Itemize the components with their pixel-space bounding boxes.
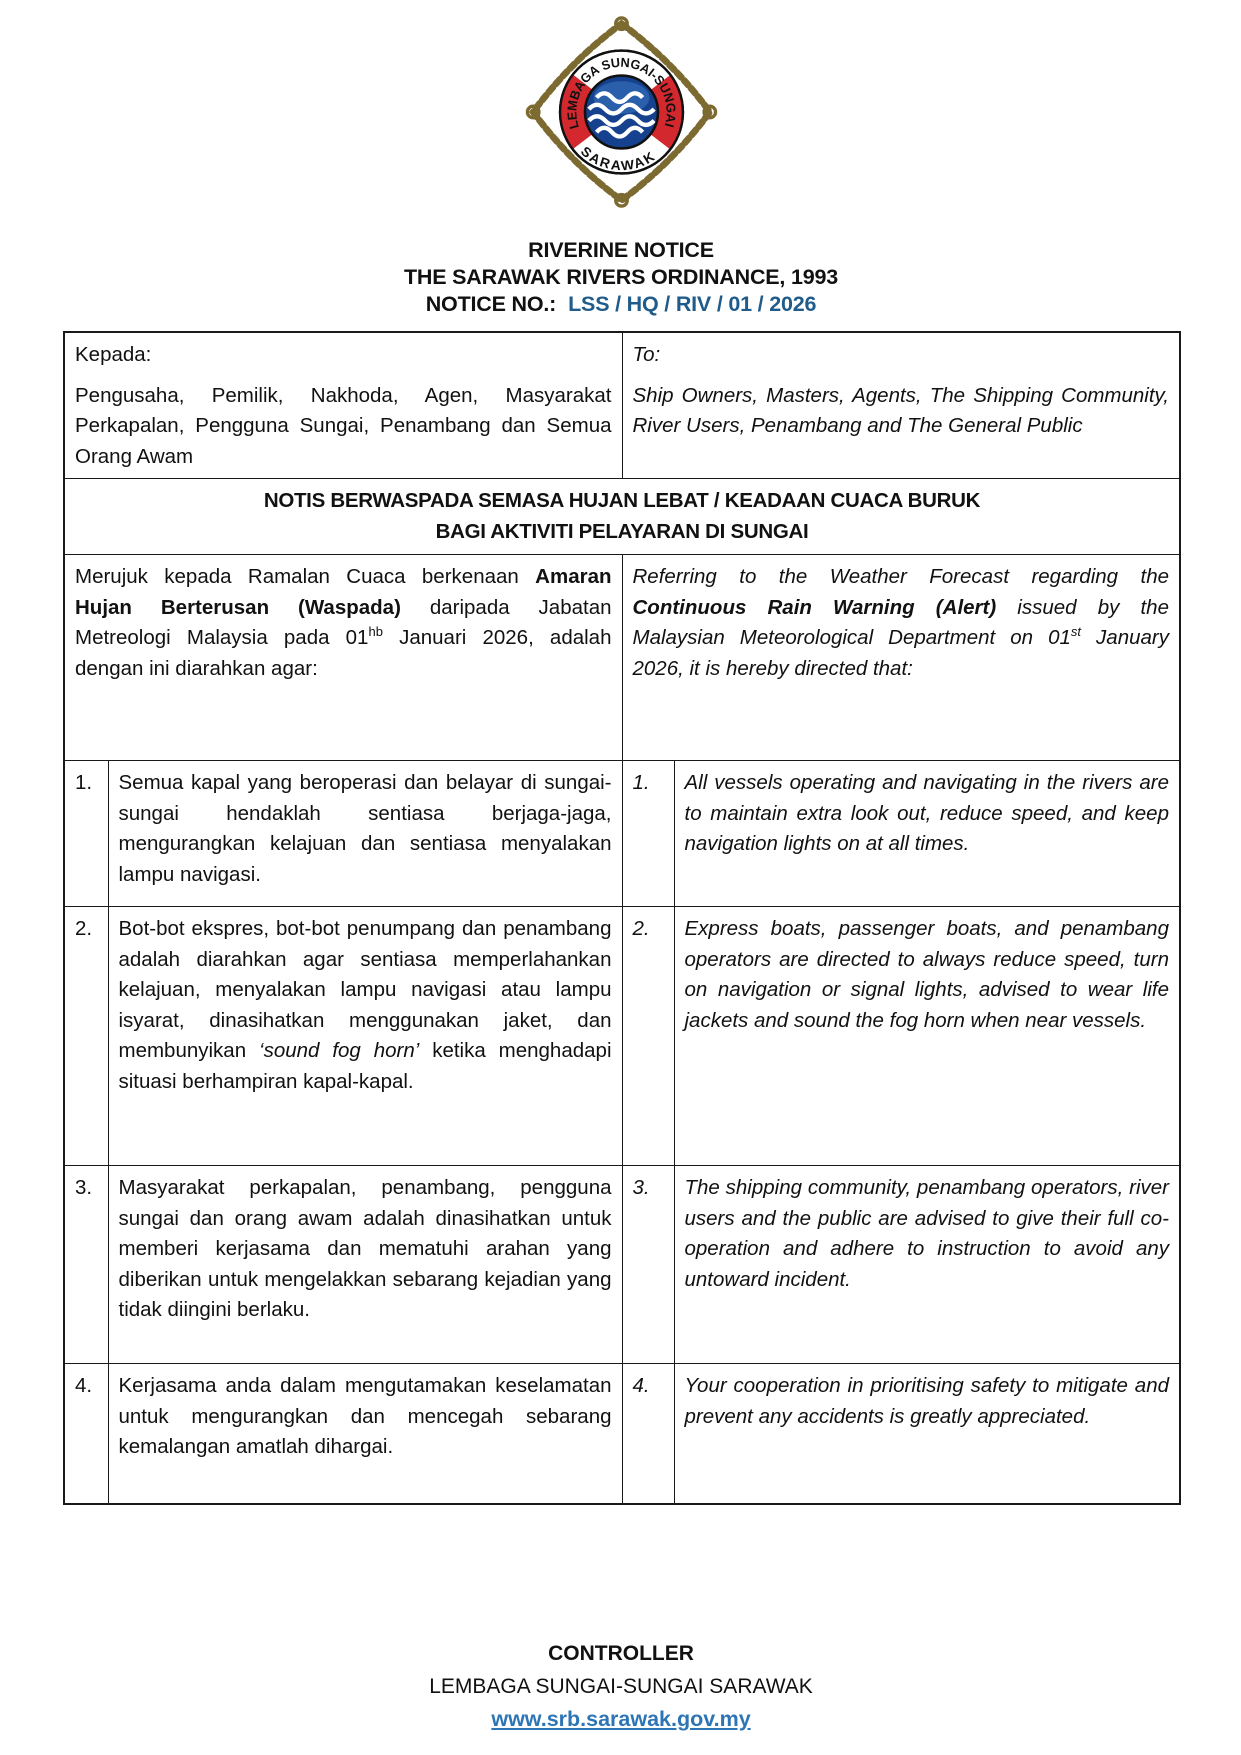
item-row-3 — [64, 1166, 1180, 1364]
intro-malay-cell — [64, 555, 622, 761]
to-label: To: — [632, 343, 661, 366]
item-4-number-en: 4. — [622, 1364, 674, 1505]
item-2-text-en: Express boats, passenger boats, and penambang operators are directed to always reduce speed, turn on navigation or signal lights, advised to wear life jackets and sound the fog horn when near vessels. — [674, 907, 1180, 1166]
item-3-text-en: The shipping community, penambang operators, river users and the public are advised to give their full co-operation and adhere to instruction to avoid any untoward incident. — [674, 1166, 1180, 1364]
intro-ms-superscript: hb — [368, 624, 383, 640]
item-2-number-ms: 2. — [64, 907, 108, 1166]
item-1-number-ms: 1. — [64, 761, 108, 907]
signatory-organisation: LEMBAGA SUNGAI-SUNGAI SARAWAK — [429, 1675, 813, 1698]
intro-ms-pre: Merujuk kepada Ramalan Cuaca berkenaan — [75, 565, 536, 588]
intro-ms-bold: Amaran Hujan Berterusan (Waspada) — [75, 565, 612, 619]
title-line-1: RIVERINE NOTICE — [528, 238, 714, 262]
item-3-number-en: 3. — [622, 1166, 674, 1364]
intro-row — [64, 555, 1180, 761]
intro-en-post: January 2026, it is hereby directed that: — [632, 626, 1169, 680]
to-body: Ship Owners, Masters, Agents, The Shipping Community, River Users, Penambang and The General Public — [632, 383, 1169, 437]
intro-english-cell — [622, 555, 1180, 761]
intro-en-pre: Referring to the Weather Forecast regarding the — [632, 565, 1169, 588]
item-4-text-ms: Kerjasama anda dalam mengutamakan keselamatan untuk mengurangkan dan mencegah sebarang kemalangan amatlah dihargai. — [108, 1364, 622, 1505]
notice-heading-cell — [64, 479, 1180, 555]
item-3-text-ms: Masyarakat perkapalan, penambang, pengguna sungai dan orang awam adalah dinasihatkan untuk memberi kerjasama dan mematuhi arahan yang diberikan untuk mengelakkan sebarang kejadian yang tidak diingini berlaku. — [108, 1166, 622, 1364]
notice-number-line — [63, 291, 1179, 318]
recipients-english-cell — [622, 332, 1180, 479]
heading-line-2: BAGI AKTIVITI PELAYARAN DI SUNGAI — [435, 519, 809, 543]
kepada-label: Kepada: — [75, 343, 152, 366]
item-row-4 — [64, 1364, 1180, 1505]
item-2-ms-post: ketika menghadapi situasi berhampiran kapal-kapal. — [118, 1039, 612, 1093]
intro-ms-mid: daripada Jabatan Metreologi Malaysia pada 01 — [75, 595, 612, 649]
intro-en-superscript: st — [1070, 624, 1082, 640]
recipients-malay-cell — [64, 332, 622, 479]
signature-block — [63, 1637, 1179, 1736]
title-line-2: THE SARAWAK RIVERS ORDINANCE, 1993 — [403, 265, 839, 289]
item-2-number-en: 2. — [622, 907, 674, 1166]
notice-number-label: NOTICE NO.: — [425, 292, 557, 316]
logo-container — [63, 16, 1179, 213]
notice-heading-row — [64, 479, 1180, 555]
logo-top-text: LEMBAGA SUNGAI-SUNGAI — [563, 54, 679, 131]
kepada-body: Pengusaha, Pemilik, Nakhoda, Agen, Masyarakat Perkapalan, Pengguna Sungai, Penambang dan Semua Orang Awam — [75, 383, 612, 468]
intro-en-bold: Continuous Rain Warning (Alert) — [632, 595, 997, 619]
notice-number-value: LSS / HQ / RIV / 01 / 2026 — [568, 292, 817, 316]
item-row-2 — [64, 907, 1180, 1166]
item-1-number-en: 1. — [622, 761, 674, 907]
item-2-ms-pre: Bot-bot ekspres, bot-bot penumpang dan penambang adalah diarahkan agar sentiasa memperlahankan kelajuan, menyalakan lampu navigasi atau lampu isyarat, dinasihatkan menggunakan jaket, dan membunyikan — [118, 917, 612, 1062]
recipients-row — [64, 332, 1180, 479]
document-title-block — [63, 237, 1179, 318]
intro-en-mid: issued by the Malaysian Meteorological Department on 01 — [632, 595, 1169, 649]
logo-bottom-text: SARAWAK — [577, 143, 659, 174]
item-4-text-en: Your cooperation in prioritising safety to mitigate and prevent any accidents is greatly appreciated. — [674, 1364, 1180, 1505]
item-1-text-en: All vessels operating and navigating in the rivers are to maintain extra look out, reduce speed, and keep navigation lights on at all times. — [674, 761, 1180, 907]
item-4-number-ms: 4. — [64, 1364, 108, 1505]
signatory-role: CONTROLLER — [548, 1642, 694, 1665]
item-2-ms-italic-phrase: ‘sound fog horn’ — [259, 1039, 420, 1062]
item-3-number-ms: 3. — [64, 1166, 108, 1364]
heading-line-1: NOTIS BERWASPADA SEMASA HUJAN LEBAT / KEADAAN CUACA BURUK — [263, 489, 981, 512]
item-row-1 — [64, 761, 1180, 907]
website-link[interactable]: www.srb.sarawak.gov.my — [491, 1707, 751, 1731]
item-1-text-ms: Semua kapal yang beroperasi dan belayar di sungai-sungai hendaklah sentiasa berjaga-jaga, mengurangkan kelajuan dan sentiasa menyalakan lampu navigasi. — [108, 761, 622, 907]
intro-ms-post: Januari 2026, adalah dengan ini diarahkan agar: — [75, 626, 612, 680]
notice-table — [63, 331, 1181, 1505]
item-2-text-ms — [108, 907, 622, 1166]
life-buoy-logo — [524, 16, 719, 208]
